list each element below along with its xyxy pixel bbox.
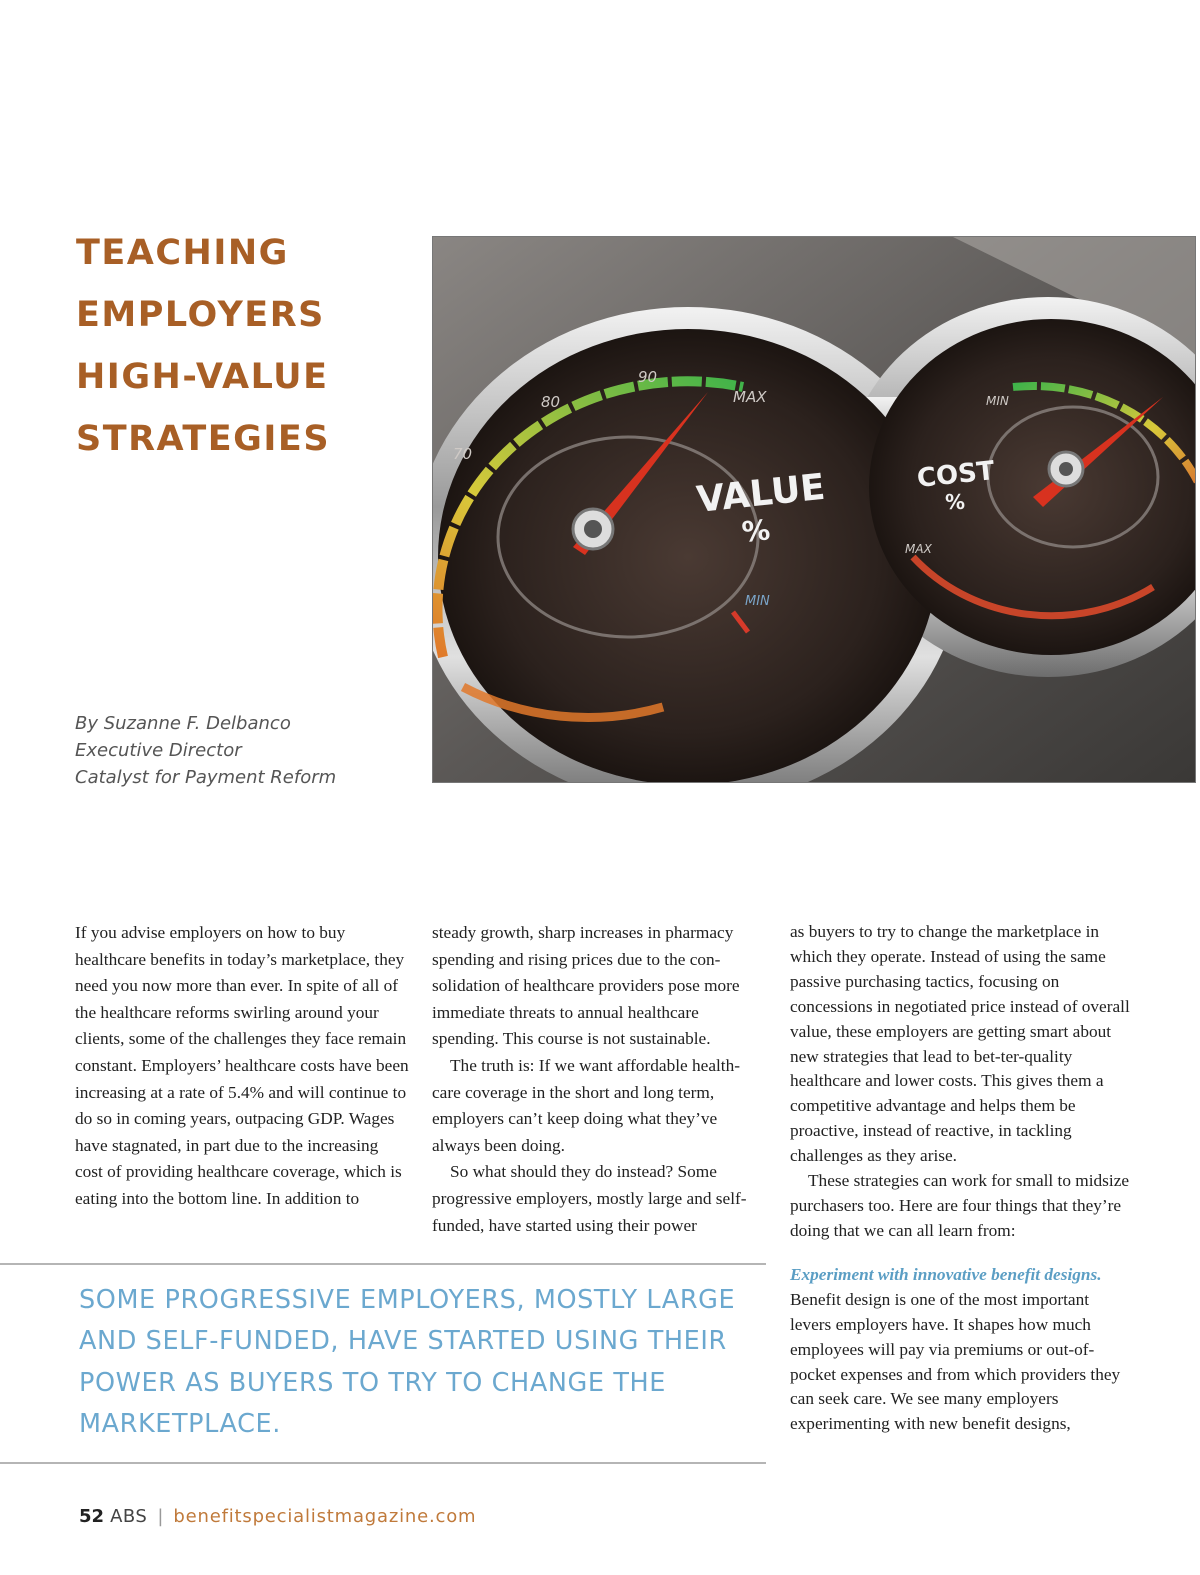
paragraph: as buyers to try to change the marketplace in which they operate. Instead of using the same passive purchasing tactics, focusing on concessions in negotiated price instead of overall value, these employers are getting smart about new strategies that lead to bet-ter-quality healthcare and lower costs. This gives them a competitive advantage and helps them be proactive, instead of reactive, in tackling challenges as they arise. [790,922,1130,1166]
byline [75,710,415,791]
title-line: EMPLOYERS [76,295,325,335]
svg-text:MIN: MIN [745,594,770,609]
svg-text:MAX: MAX [733,388,767,406]
svg-text:%: % [740,513,772,549]
hero-image [432,236,1196,783]
pullquote-bottom-rule [0,1462,766,1464]
title-line: HIGH-VALUE [76,357,329,397]
byline-author: By Suzanne F. Delbanco [75,713,291,734]
dashboard-gauges-icon [433,237,1196,783]
paragraph: Benefit design is one of the most important levers employers have. It shapes how much employees will pay via premiums or out-of-pocket expenses and from which providers they can seek care. We see many employers experimenting with new benefit designs, [790,1289,1121,1434]
svg-text:MIN: MIN [986,394,1009,408]
footer-url-link[interactable]: benefitspecialistmagazine.com [173,1506,477,1527]
pullquote: SOME PROGRESSIVE EMPLOYERS, MOSTLY LARGE AND SELF-FUNDED, HAVE STARTED USING THEIR POWER AS BUYERS TO TRY TO CHANGE THE MARKETPLACE. [79,1285,736,1439]
paragraph: steady growth, sharp increases in pharmacy spending and rising prices due to the con-solidation of healthcare providers pose more immediate threats to annual healthcare spending. This course is not sustainable. [432,923,740,1049]
page-number: 52 [79,1506,105,1527]
svg-text:80: 80 [541,393,561,411]
paragraph: So what should they do instead? Some progressive employers, mostly large and self-funded, have started using their power [432,1162,747,1235]
svg-text:%: % [945,490,966,514]
page-footer [79,1502,476,1532]
title-line: TEACHING [76,233,289,273]
article-title [76,222,406,470]
paragraph: If you advise employers on how to buy healthcare benefits in today’s marketplace, they need you now more than ever. In spite of all of the healthcare reforms swirling around your clients, some of the challenges they face remain constant. Employers’ healthcare costs have been increasing at a rate of 5.4% and will continue to do so in coming years, outpacing GDP. Wages have stagnated, in part due to the increasing cost of providing healthcare coverage, which is eating into the bottom line. In addition to [75,923,409,1208]
body-column-2 [432,920,767,1239]
title-line: STRATEGIES [76,419,331,459]
svg-text:COST: COST [915,456,996,494]
pullquote-top-rule [0,1263,766,1265]
svg-text:70: 70 [453,445,473,463]
section-subhead: Experiment with innovative benefit designs. [790,1264,1102,1284]
paragraph: These strategies can work for small to midsize purchasers too. Here are four things that they’re doing that we can all learn from: [790,1171,1130,1240]
body-column-3 [790,920,1130,1437]
magazine-name: ABS [110,1506,148,1527]
svg-text:90: 90 [638,368,658,386]
paragraph: The truth is: If we want affordable health-care coverage in the short and long term, employers can’t keep doing what they’ve always been doing. [432,1055,740,1155]
svg-text:MAX: MAX [905,542,932,556]
body-column-1 [75,920,410,1213]
byline-role: Executive Director [75,740,242,761]
byline-org: Catalyst for Payment Reform [75,767,337,788]
svg-text:VALUE: VALUE [694,466,828,521]
footer-separator: | [157,1506,164,1527]
